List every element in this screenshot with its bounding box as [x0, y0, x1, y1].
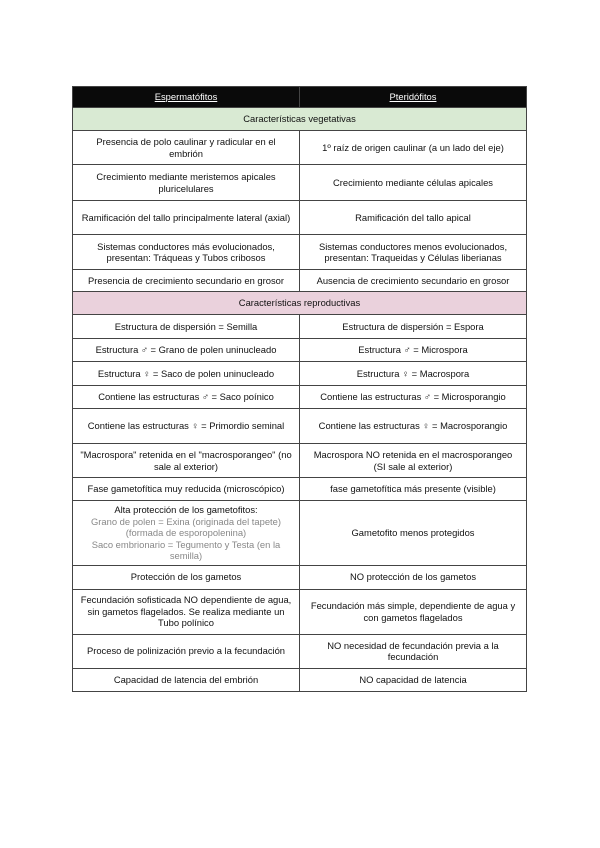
table-row — [73, 339, 527, 362]
table-row — [73, 444, 527, 478]
cell-right: Fecundación más simple, dependiente de agua y con gametos flagelados — [300, 589, 527, 634]
table-row — [73, 589, 527, 634]
cell-left: Crecimiento mediante meristemos apicales pluricelulares — [73, 165, 300, 201]
cell-right: Gametofito menos protegidos — [300, 501, 527, 566]
gametofitos-protection-title: Alta protección de los gametofitos: — [114, 504, 258, 515]
table-row — [73, 478, 527, 501]
cell-right: Estructura ♂ = Microspora — [300, 339, 527, 362]
cell-right: Estructura ♀ = Macrospora — [300, 362, 527, 386]
cell-right: Contiene las estructuras ♀ = Macrosporangio — [300, 409, 527, 444]
table-row — [73, 501, 527, 566]
cell-left: Estructura ♂ = Grano de polen uninucleado — [73, 339, 300, 362]
cell-right: 1º raíz de origen caulinar (a un lado del eje) — [300, 131, 527, 165]
cell-left: Sistemas conductores más evolucionados, presentan: Tráqueas y Tubos cribosos — [73, 235, 300, 270]
cell-left: Proceso de polinización previo a la fecundación — [73, 634, 300, 668]
cell-left: Contiene las estructuras ♀ = Primordio seminal — [73, 409, 300, 444]
gametofitos-detail-saco: Saco embrionario = Tegumento y Testa (en la semilla) — [91, 538, 281, 561]
cell-left: Capacidad de latencia del embrión — [73, 668, 300, 691]
cell-right: Contiene las estructuras ♂ = Microsporangio — [300, 386, 527, 409]
cell-left: Ramificación del tallo principalmente lateral (axial) — [73, 201, 300, 235]
cell-right: Crecimiento mediante células apicales — [300, 165, 527, 201]
cell-right: NO necesidad de fecundación previa a la fecundación — [300, 634, 527, 668]
header-pteridofitos: Pteridófitos — [300, 87, 527, 108]
cell-left: Fecundación sofisticada NO dependiente de agua, sin gametos flagelados. Se realiza mediante un Tubo polínico — [73, 589, 300, 634]
section-title-vegetativas: Características vegetativas — [73, 108, 527, 131]
comparison-table — [72, 86, 527, 692]
cell-left: Presencia de polo caulinar y radicular en el embrión — [73, 131, 300, 165]
table-row — [73, 565, 527, 589]
gametofitos-detail-polen: Grano de polen = Exina (originada del tapete) (formada de esporopolenina) — [91, 515, 281, 538]
cell-right: Ausencia de crecimiento secundario en grosor — [300, 270, 527, 292]
table-row — [73, 386, 527, 409]
table-row — [73, 270, 527, 292]
cell-left: Estructura ♀ = Saco de polen uninucleado — [73, 362, 300, 386]
cell-right: Sistemas conductores menos evolucionados, presentan: Traqueidas y Células liberianas — [300, 235, 527, 270]
section-title-reproductivas: Características reproductivas — [73, 292, 527, 315]
table-row — [73, 235, 527, 270]
section-row-vegetativas — [73, 108, 527, 131]
cell-left — [73, 501, 300, 566]
cell-right: NO capacidad de latencia — [300, 668, 527, 691]
table-row — [73, 315, 527, 339]
cell-left: Fase gametofítica muy reducida (microscópico) — [73, 478, 300, 501]
table-row — [73, 668, 527, 691]
header-espermatofitos: Espermatófitos — [73, 87, 300, 108]
cell-left: Contiene las estructuras ♂ = Saco poínico — [73, 386, 300, 409]
table-row — [73, 634, 527, 668]
cell-right: NO protección de los gametos — [300, 565, 527, 589]
table-row — [73, 409, 527, 444]
header-row — [73, 87, 527, 108]
table-row — [73, 362, 527, 386]
table-row — [73, 165, 527, 201]
table-row — [73, 131, 527, 165]
section-row-reproductivas — [73, 292, 527, 315]
cell-left: Protección de los gametos — [73, 565, 300, 589]
table-row — [73, 201, 527, 235]
cell-right: Ramificación del tallo apical — [300, 201, 527, 235]
cell-right: Estructura de dispersión = Espora — [300, 315, 527, 339]
cell-left: Presencia de crecimiento secundario en grosor — [73, 270, 300, 292]
cell-right: fase gametofítica más presente (visible) — [300, 478, 527, 501]
cell-left: Estructura de dispersión = Semilla — [73, 315, 300, 339]
cell-right: Macrospora NO retenida en el macrosporangeo (SI sale al exterior) — [300, 444, 527, 478]
cell-left: "Macrospora" retenida en el "macrosporangeo" (no sale al exterior) — [73, 444, 300, 478]
